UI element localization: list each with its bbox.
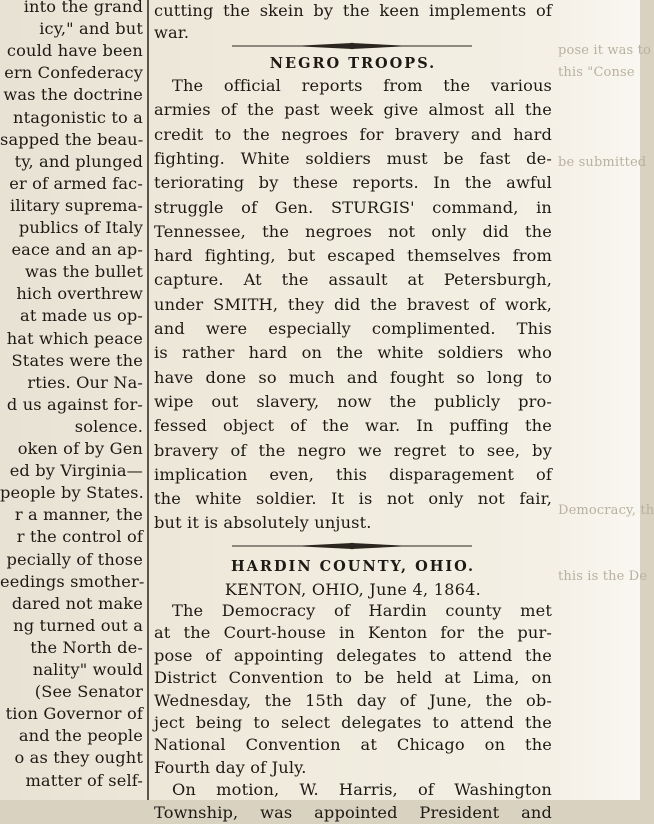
text-line: hich overthrew xyxy=(16,284,143,304)
text-line: matter of self- xyxy=(25,770,143,790)
text-line: Fourth day of July. xyxy=(154,757,307,777)
text-line: dared not make xyxy=(11,593,143,613)
text-line: tion Governor of xyxy=(5,704,143,724)
text-line: Wednesday, the 15th day of June, the ob- xyxy=(154,690,552,710)
text-line: teriorating by these reports. In the awful xyxy=(154,173,552,193)
text-line: ty, and plunged xyxy=(14,151,143,171)
text-line: publics of Italy xyxy=(18,218,143,237)
text-line: and the people xyxy=(18,726,143,746)
text-line: Township, was appointed President and xyxy=(154,802,552,822)
text-line: eedings smother- xyxy=(0,571,145,591)
text-line: capture. At the assault at Petersburgh, xyxy=(154,270,552,290)
ghost-text: pose it was to xyxy=(558,43,651,58)
text-line: er of armed fac- xyxy=(9,173,143,193)
main-column xyxy=(154,0,552,822)
text-line: District Convention to be held at Lima, on xyxy=(154,668,552,688)
text-line: credit to the negroes for bravery and hard xyxy=(154,124,552,144)
text-line: nality" would xyxy=(32,660,143,679)
text-line: the North de- xyxy=(30,637,143,657)
text-line: implication even, this disparagement of xyxy=(154,464,552,484)
text-line: under SMITH, they did the bravest of work, xyxy=(154,294,552,314)
text-line: icy," and but xyxy=(39,19,143,39)
text-line: cutting the skein by the keen implements of xyxy=(154,1,552,20)
text-line: into the grand xyxy=(23,0,143,16)
text-line: r the control of xyxy=(16,527,143,547)
text-line: was the doctrine xyxy=(3,85,143,105)
ornamental-rule xyxy=(232,41,472,51)
text-line: ilitary suprema- xyxy=(10,195,143,215)
text-line: rties. Our Na- xyxy=(27,372,143,392)
text-line: fighting. White soldiers must be fast de- xyxy=(154,148,552,168)
text-line: National Convention at Chicago on the xyxy=(154,735,552,755)
text-line: could have been xyxy=(6,41,143,61)
text-line: o as they ought xyxy=(14,748,143,768)
text-line: (See Senator xyxy=(34,682,143,702)
text-line: Tennessee, the negroes not only did the xyxy=(154,221,552,241)
text-line: and were especially complimented. This xyxy=(154,319,552,338)
text-line: pose of appointing delegates to attend the xyxy=(154,645,552,665)
text-line: eace and an ap- xyxy=(11,240,143,260)
ghost-text: this "Conse xyxy=(558,65,635,80)
text-line: at made us op- xyxy=(20,306,143,326)
text-line: oken of by Gen xyxy=(17,439,143,458)
article-heading: HARDIN COUNTY, OHIO. xyxy=(230,558,476,575)
text-line: States were the xyxy=(11,350,143,370)
text-line: ntagonistic to a xyxy=(13,107,143,127)
text-line: The official reports from the various xyxy=(172,76,552,95)
text-line: ed by Virginia— xyxy=(9,461,143,481)
text-line: bravery of the negro we regret to see, by xyxy=(154,440,552,460)
text-line: solence. xyxy=(74,416,143,436)
text-line: sapped the beau- xyxy=(0,129,144,149)
text-line: armies of the past week give almost all the xyxy=(154,100,552,120)
dateline: KENTON, OHIO, June 4, 1864. xyxy=(224,580,482,599)
text-line: pecially of those xyxy=(6,549,143,569)
ghost-text: this is the De xyxy=(558,569,648,584)
text-line: is rather hard on the white soldiers who xyxy=(154,343,552,363)
text-line: wipe out slavery, now the publicly pro- xyxy=(154,391,552,411)
text-line: fessed object of the war. In puffing the xyxy=(154,416,552,436)
text-line: at the Court-house in Kenton for the pur- xyxy=(154,623,552,643)
ornamental-rule xyxy=(232,541,472,551)
text-line: but it is absolutely unjust. xyxy=(154,513,372,533)
text-line: the white soldier. It is not only not fair, xyxy=(154,489,552,509)
text-line: have done so much and fought so long to xyxy=(154,367,552,387)
column-rule xyxy=(147,0,149,800)
text-line: ern Confederacy xyxy=(4,63,143,83)
text-line: struggle of Gen. STURGIS' command, in xyxy=(154,197,552,217)
text-line: ject being to select delegates to attend the xyxy=(154,713,552,732)
text-line: r a manner, the xyxy=(14,505,143,525)
ghost-text: Democracy, th xyxy=(558,503,654,518)
text-line: ng turned out a xyxy=(13,615,143,635)
text-line: d us against for- xyxy=(6,394,143,414)
text-line: hard fighting, but escaped themselves from xyxy=(154,246,552,266)
text-line: The Democracy of Hardin county met xyxy=(172,601,552,620)
ghost-text: be submitted xyxy=(558,155,647,170)
left-column xyxy=(0,0,145,800)
facing-page-edge xyxy=(552,0,654,800)
article-heading: NEGRO TROOPS. xyxy=(269,55,437,72)
text-line: On motion, W. Harris, of Washington xyxy=(172,780,552,800)
text-line: people by States. xyxy=(0,483,144,503)
text-line: was the bullet xyxy=(25,262,143,282)
text-line: war. xyxy=(154,23,190,42)
text-line: hat which peace xyxy=(6,328,143,348)
